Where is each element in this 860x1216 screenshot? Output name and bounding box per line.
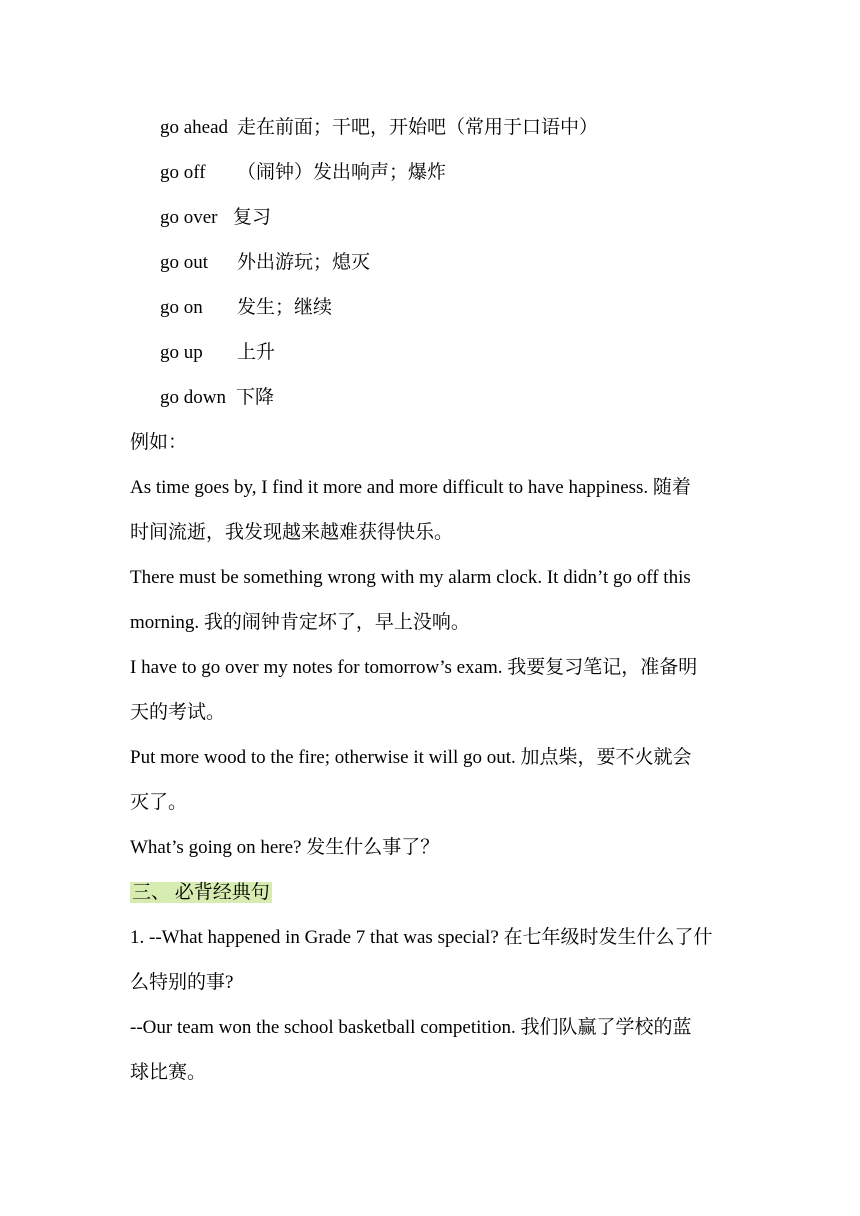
example-sentence-line: 灭了。 xyxy=(130,792,188,813)
phrase-english: go up xyxy=(160,342,203,363)
phrase-english: go down xyxy=(160,387,226,408)
phrase-chinese: 上升 xyxy=(237,342,276,363)
example-sentence-line: There must be something wrong with my alarm clock. It didn’t go off this xyxy=(130,567,691,588)
example-sentence-line: 天的考试。 xyxy=(130,702,226,723)
phrase-english: go off xyxy=(160,162,206,183)
phrase-item-go-out xyxy=(160,251,370,275)
phrase-item-go-over xyxy=(160,206,271,230)
phrase-english: go ahead xyxy=(160,117,229,138)
example-sentence-line: I have to go over my notes for tomorrow’s exam. 我要复习笔记，准备明 xyxy=(130,657,698,678)
example-sentence-line: 时间流逝，我发现越来越难获得快乐。 xyxy=(130,522,454,543)
section-heading-text: 三、 必背经典句 xyxy=(132,882,270,903)
phrase-english: go out xyxy=(160,252,209,273)
phrase-chinese: 走在前面；干吧，开始吧（常用于口语中） xyxy=(237,117,599,138)
phrase-chinese: 外出游玩；熄灭 xyxy=(237,252,371,273)
phrase-chinese: 发生；继续 xyxy=(237,297,333,318)
phrase-item-go-up xyxy=(160,341,275,365)
phrase-english: go over xyxy=(160,207,218,228)
phrase-chinese: （闹钟）发出响声；爆炸 xyxy=(237,162,447,183)
section-heading xyxy=(130,881,272,905)
phrase-item-go-off xyxy=(160,161,446,185)
phrase-chinese: 复习 xyxy=(233,207,272,228)
example-sentence-line: As time goes by, I find it more and more difficult to have happiness. 随着 xyxy=(130,477,691,498)
phrase-item-go-down xyxy=(160,386,274,410)
classic-sentence-line: 1. --What happened in Grade 7 that was special? 在七年级时发生什么了什 xyxy=(130,927,713,948)
phrase-english: go on xyxy=(160,297,203,318)
example-sentence-line: Put more wood to the fire; otherwise it will go out. 加点柴，要不火就会 xyxy=(130,747,692,768)
classic-sentence-line: 么特别的事? xyxy=(130,972,234,993)
classic-sentence-line: 球比赛。 xyxy=(130,1062,207,1083)
example-sentence-line: morning. 我的闹钟肯定坏了，早上没响。 xyxy=(130,612,470,633)
phrase-chinese: 下降 xyxy=(236,387,275,408)
phrase-item-go-ahead xyxy=(160,116,598,140)
example-label: 例如： xyxy=(130,432,188,453)
example-sentence-line: What’s going on here? 发生什么事了？ xyxy=(130,837,440,858)
phrase-item-go-on xyxy=(160,296,332,320)
classic-sentence-line: --Our team won the school basketball competition. 我们队赢了学校的蓝 xyxy=(130,1017,692,1038)
